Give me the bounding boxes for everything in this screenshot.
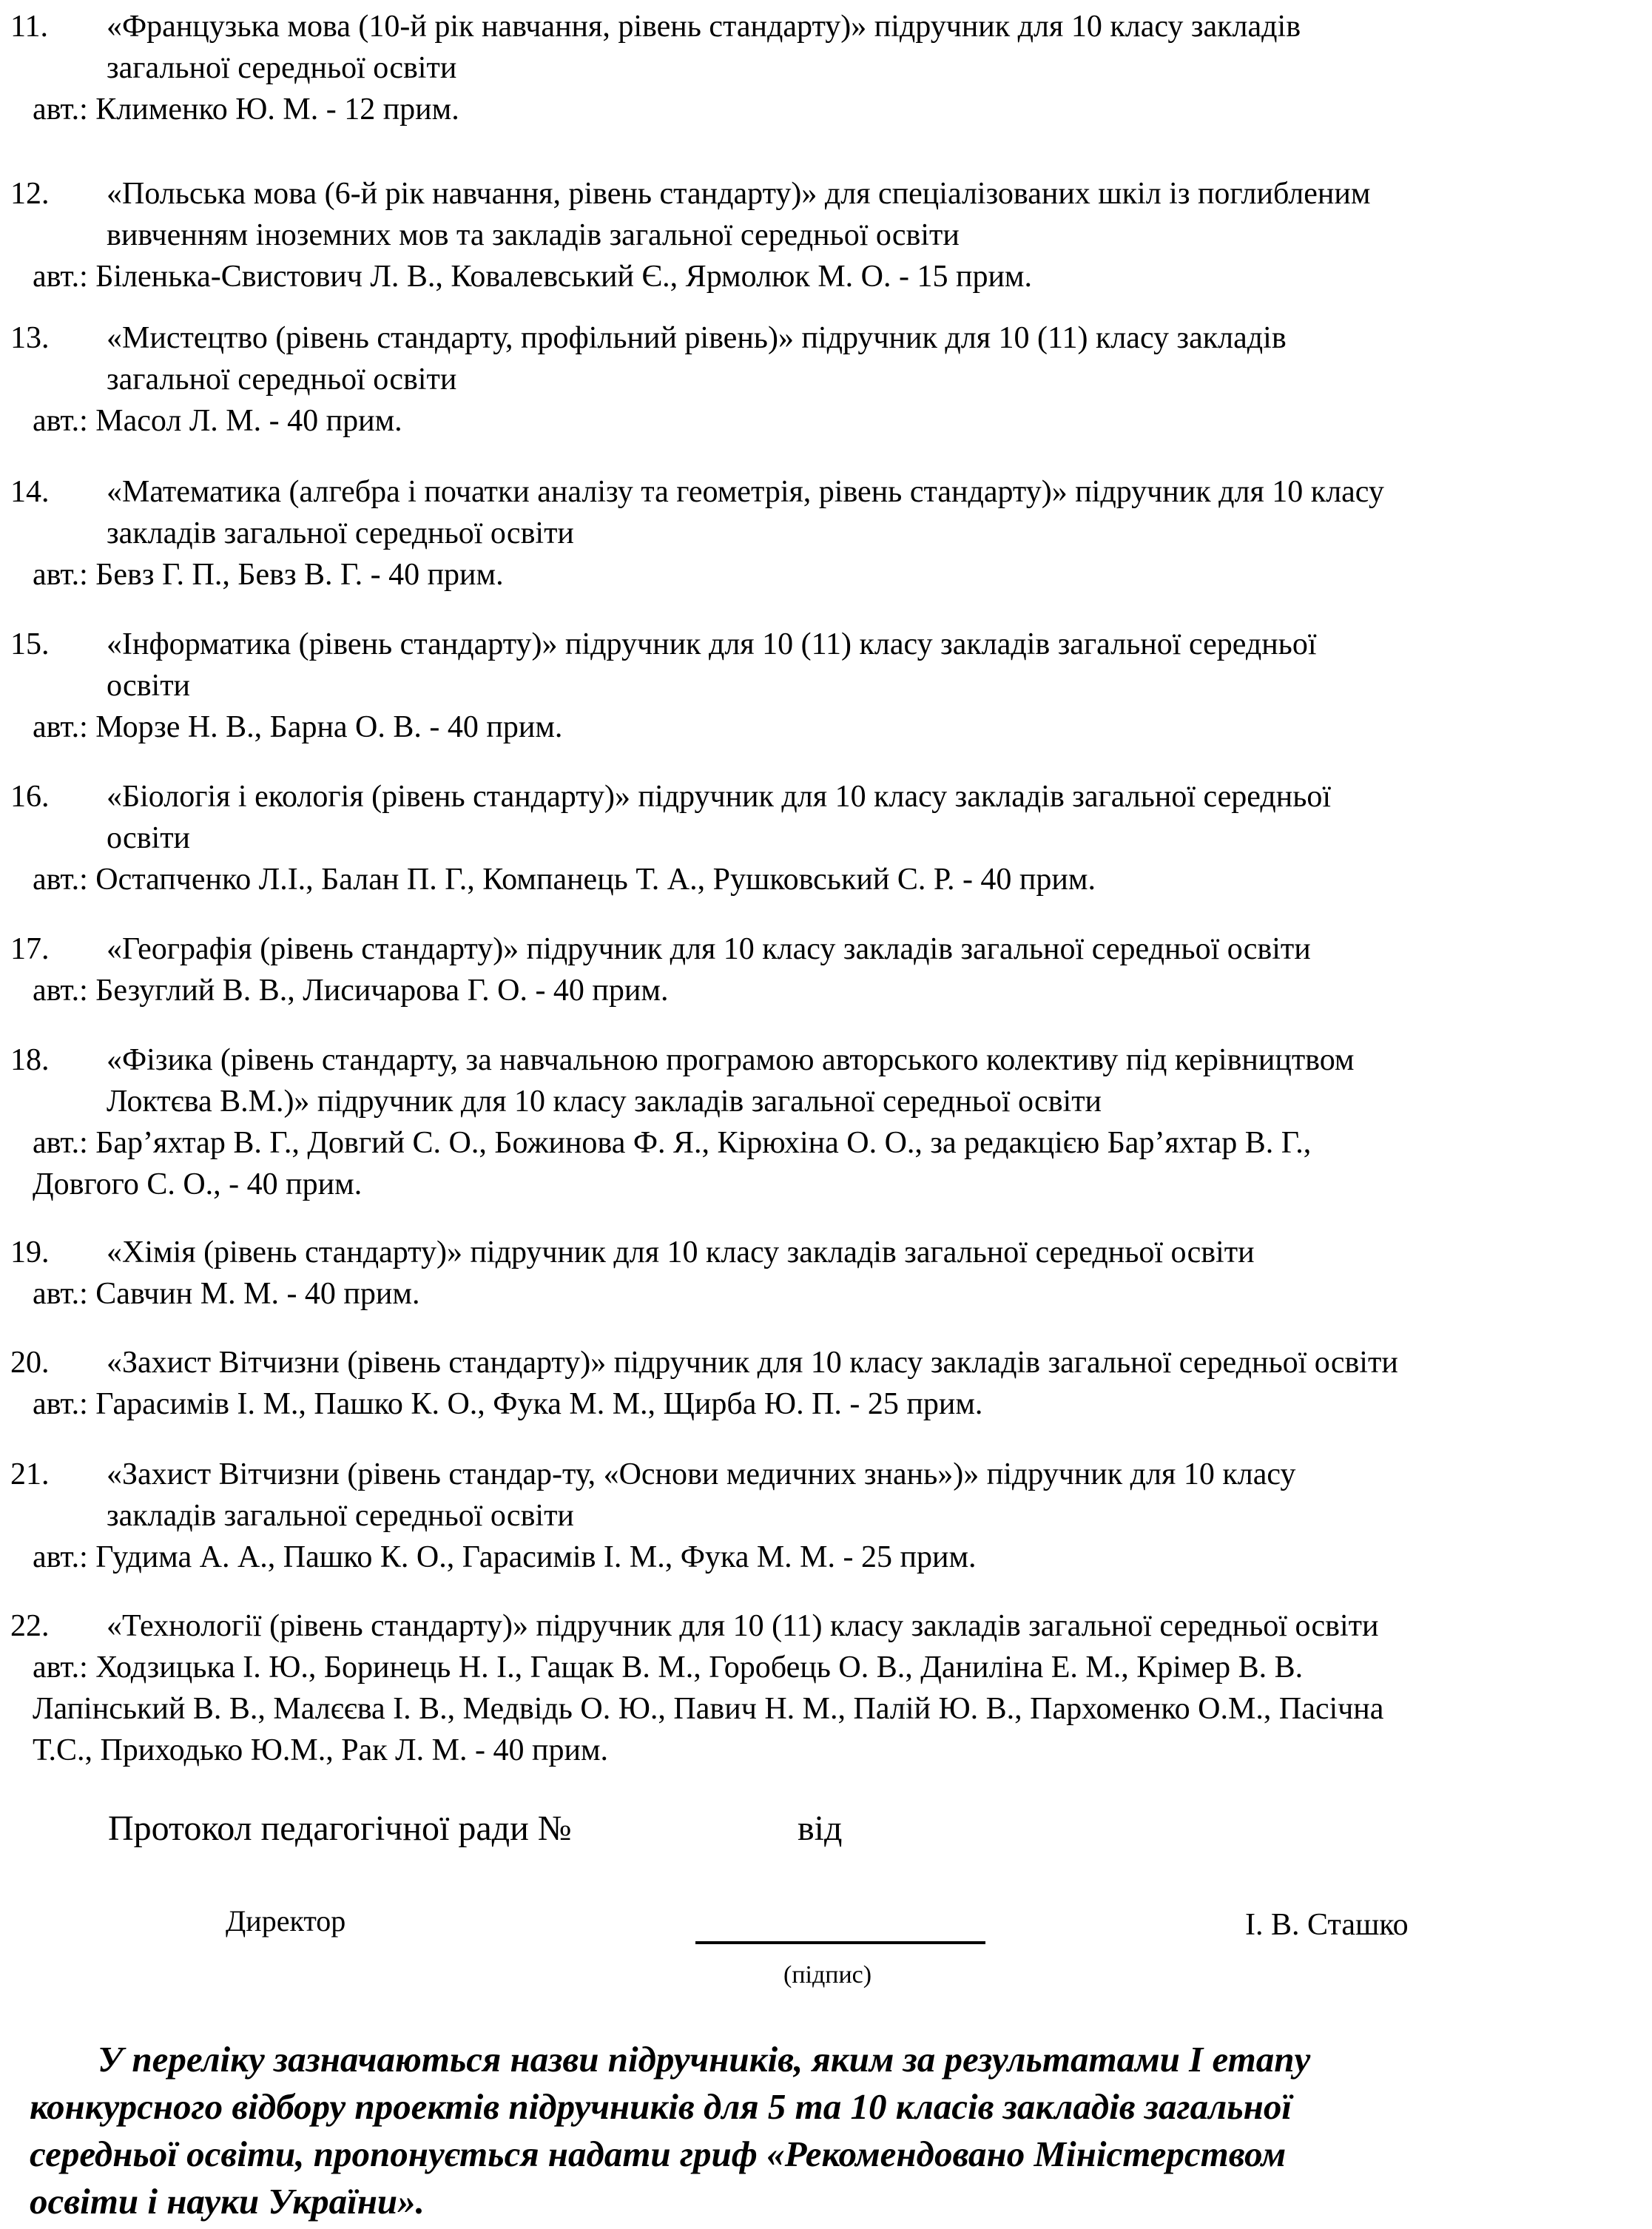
entry-title-row: [0, 6, 1652, 47]
footnote-line: освіти і науки України».: [30, 2181, 425, 2222]
entry-title: «Польська мова (6-й рік навчання, рівень стандарту)» для спеціалізованих шкіл із поглибленим: [107, 177, 1371, 211]
entry-title-row: [0, 1605, 1652, 1647]
textbook-entry: [0, 1605, 1652, 1771]
entry-title: «Хімія (рівень стандарту)» підручник для 10 класу закладів загальної середньої освіти: [107, 1235, 1255, 1269]
entry-number: 20.: [10, 1346, 50, 1380]
entry-title: «Біологія і екологія (рівень стандарту)» підручник для 10 класу закладів загальної середньої: [107, 780, 1332, 814]
entry-authors: авт.: Масол Л. М. - 40 прим.: [33, 404, 402, 438]
entry-number: 22.: [10, 1609, 50, 1643]
entry-title: загальної середньої освіти: [107, 51, 457, 85]
entry-title-row: [0, 317, 1652, 359]
entry-title-row: [0, 1495, 1652, 1537]
entry-title: «Захист Вітчизни (рівень стандар-ту, «Основи медичних знань»)» підручник для 10 класу: [107, 1457, 1296, 1491]
footnote-line: У переліку зазначаються назви підручників, яким за результатами І етапу: [98, 2039, 1311, 2080]
entry-title-row: [0, 1081, 1652, 1122]
entry-title-row: [0, 359, 1652, 400]
entry-title-row: [0, 1232, 1652, 1273]
entry-title-row: [0, 928, 1652, 970]
entry-number: 11.: [10, 10, 48, 44]
entry-authors-row: [0, 859, 1652, 900]
entry-authors: авт.: Бар’яхтар В. Г., Довгий С. О., Божинова Ф. Я., Кірюхіна О. О., за редакцією Бар’яхтар В. Г.,: [33, 1126, 1312, 1160]
entry-authors: авт.: Біленька-Свистович Л. В., Ковалевський Є., Ярмолюк М. О. - 15 прим.: [33, 260, 1033, 294]
entry-number: 14.: [10, 475, 50, 509]
entry-title: освіти: [107, 669, 191, 703]
entry-number: 15.: [10, 627, 50, 661]
entry-authors-row: [0, 256, 1652, 297]
entry-title: «Географія (рівень стандарту)» підручник для 10 класу закладів загальної середньої освіти: [107, 932, 1311, 966]
entry-title-row: [0, 776, 1652, 817]
textbook-entry: [0, 1232, 1652, 1315]
entry-title-row: [0, 1039, 1652, 1081]
textbook-entry: [0, 624, 1652, 748]
entry-authors: авт.: Остапченко Л.І., Балан П. Г., Компанець Т. А., Рушковський С. Р. - 40 прим.: [33, 863, 1096, 897]
entry-title: «Захист Вітчизни (рівень стандарту)» підручник для 10 класу закладів загальної середньої освіти: [107, 1346, 1398, 1380]
entry-authors-row: [0, 970, 1652, 1011]
textbook-entry: [0, 1342, 1652, 1425]
entry-authors: авт.: Морзе Н. В., Барна О. В. - 40 прим.: [33, 710, 563, 744]
entry-title-row: [0, 513, 1652, 554]
entry-authors-row: [0, 1537, 1652, 1578]
textbook-entry: [0, 928, 1652, 1011]
entry-authors: Довгого С. О., - 40 прим.: [33, 1167, 363, 1201]
entry-title: освіти: [107, 821, 191, 855]
footnote-line: конкурсного відбору проектів підручників для 5 та 10 класів закладів загальної: [30, 2086, 1292, 2127]
entry-title: «Мистецтво (рівень стандарту, профільний рівень)» підручник для 10 (11) класу закладів: [107, 321, 1287, 355]
entry-authors: Т.С., Приходько Ю.М., Рак Л. М. - 40 прим.: [33, 1733, 609, 1767]
textbook-entry: [0, 6, 1652, 130]
entry-title: закладів загальної середньої освіти: [107, 516, 574, 550]
entry-title-row: [0, 665, 1652, 707]
entry-authors-row: [0, 1273, 1652, 1315]
textbook-entry: [0, 173, 1652, 297]
entry-title: закладів загальної середньої освіти: [107, 1499, 574, 1533]
entry-authors-row: [0, 1647, 1652, 1688]
entry-number: 19.: [10, 1235, 50, 1269]
entry-number: 13.: [10, 321, 50, 355]
entry-authors: авт.: Ходзицька І. Ю., Боринець Н. І., Гащак В. М., Горобець О. В., Даниліна Е. М., Крімер В. В.: [33, 1650, 1304, 1685]
footnote: [30, 2036, 1642, 2225]
entry-number: 16.: [10, 780, 50, 814]
textbook-entry: [0, 317, 1652, 442]
director-title: Директор: [226, 1904, 346, 1938]
entry-authors-row: [0, 1383, 1652, 1425]
entry-title: «Фізика (рівень стандарту, за навчальною програмою авторського колективу під керівництвом: [107, 1043, 1355, 1077]
protocol-date-label: від: [798, 1809, 843, 1848]
entry-authors: авт.: Савчин М. М. - 40 прим.: [33, 1277, 420, 1311]
entry-number: 17.: [10, 932, 50, 966]
entry-title-row: [0, 47, 1652, 89]
entry-number: 12.: [10, 177, 50, 211]
entry-authors-row: [0, 1730, 1652, 1771]
textbook-entry: [0, 1454, 1652, 1578]
entry-title-row: [0, 215, 1652, 256]
entry-authors: авт.: Клименко Ю. М. - 12 прим.: [33, 92, 459, 127]
entry-authors-row: [0, 1688, 1652, 1730]
entry-title-row: [0, 1342, 1652, 1383]
entry-authors-row: [0, 707, 1652, 748]
entry-title-row: [0, 471, 1652, 513]
footnote-line: середньої освіти, пропонується надати гриф «Рекомендовано Міністерством: [30, 2134, 1287, 2174]
entry-authors: авт.: Безуглий В. В., Лисичарова Г. О. - 40 прим.: [33, 974, 669, 1008]
textbook-entry: [0, 776, 1652, 900]
entry-authors-row: [0, 400, 1652, 442]
entry-authors-row: [0, 1122, 1652, 1164]
entry-authors-row: [0, 554, 1652, 596]
entry-number: 18.: [10, 1043, 50, 1077]
entry-title-row: [0, 817, 1652, 859]
director-name: І. В. Сташко: [1245, 1908, 1409, 1942]
entry-title: «Математика (алгебра і початки аналізу та геометрія, рівень стандарту)» підручник для 10 класу: [107, 475, 1384, 509]
entry-title-row: [0, 173, 1652, 215]
entry-title: «Інформатика (рівень стандарту)» підручник для 10 (11) класу закладів загальної середньої: [107, 627, 1317, 661]
entry-title: загальної середньої освіти: [107, 362, 457, 397]
entry-title-row: [0, 624, 1652, 665]
textbook-entry: [0, 471, 1652, 596]
entry-authors: авт.: Гарасимів І. М., Пашко К. О., Фука М. М., Щирба Ю. П. - 25 прим.: [33, 1387, 983, 1421]
entry-authors: Лапінський В. В., Малєєва І. В., Медвідь О. Ю., Павич Н. М., Палій Ю. В., Пархоменко О.М., Пасічна: [33, 1692, 1384, 1726]
entry-title: «Французька мова (10-й рік навчання, рівень стандарту)» підручник для 10 класу закладів: [107, 10, 1301, 44]
signature-caption: (підпис): [783, 1961, 872, 1989]
entry-authors-row: [0, 1164, 1652, 1205]
entry-authors-row: [0, 89, 1652, 130]
textbook-entry: [0, 1039, 1652, 1205]
entry-title-row: [0, 1454, 1652, 1495]
entry-authors: авт.: Бевз Г. П., Бевз В. Г. - 40 прим.: [33, 558, 504, 592]
signature-line: [695, 1941, 985, 1944]
entry-number: 21.: [10, 1457, 50, 1491]
entry-authors: авт.: Гудима А. А., Пашко К. О., Гарасимів І. М., Фука М. М. - 25 прим.: [33, 1540, 977, 1574]
protocol-label: Протокол педагогічної ради №: [108, 1809, 572, 1848]
entry-title: вивченням іноземних мов та закладів загальної середньої освіти: [107, 218, 960, 252]
entry-title: «Технології (рівень стандарту)» підручник для 10 (11) класу закладів загальної середньої освіти: [107, 1609, 1379, 1643]
entry-title: Локтєва В.М.)» підручник для 10 класу закладів загальної середньої освіти: [107, 1085, 1102, 1119]
